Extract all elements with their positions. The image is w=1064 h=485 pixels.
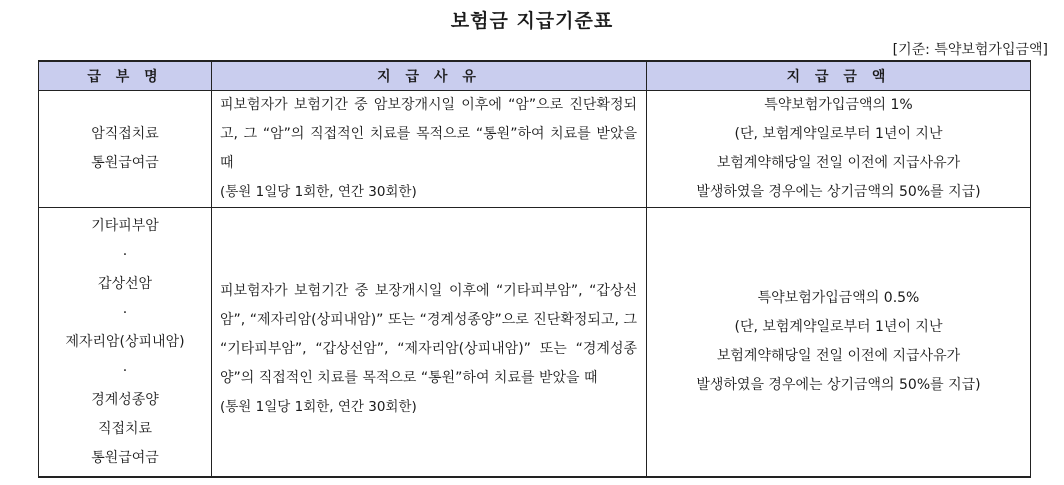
payment-amount-line: 특약보험가입금액의 0.5% (757, 290, 920, 306)
payment-reason-note: (통원 1일당 1회한, 연간 30회한) (220, 184, 417, 200)
benefit-name-cell (39, 91, 212, 208)
benefit-table (38, 60, 1031, 478)
benefit-name-line: · (122, 362, 128, 379)
payment-amount-line: (단, 보험계약일로부터 1년이 지난 (734, 126, 943, 142)
benefit-name-line: 갑상선암 (97, 275, 153, 292)
benefit-name-cell (39, 208, 212, 478)
payment-reason-note: (통원 1일당 1회한, 연간 30회한) (220, 398, 417, 415)
payment-reason-text: 피보험자가 보험기간 중 암보장개시일 이후에 “암”으로 진단확정되고, 그 “암”의 직접적인 치료를 목적으로 “통원”하여 치료를 받았을 때 (220, 97, 637, 171)
payment-amount-line: 보험계약해당일 전일 이전에 지급사유가 (716, 348, 961, 364)
benefit-name-line: 통원급여금 (91, 449, 159, 466)
header-benefit-name: 급 부 명 (39, 61, 212, 91)
payment-amount-line: 특약보험가입금액의 1% (764, 97, 913, 113)
basis-note: [기준: 특약보험가입금액] (892, 42, 1048, 58)
benefit-name-line: · (122, 304, 128, 321)
payment-reason-cell (212, 91, 647, 208)
benefit-name-line: 경계성종양 (91, 391, 159, 408)
page-title: 보험금 지급기준표 (450, 10, 614, 32)
benefit-name-line: 기타피부암 (91, 217, 159, 234)
payment-amount-cell (647, 91, 1031, 208)
table-row (39, 91, 1031, 208)
payment-amount-line: (단, 보험계약일로부터 1년이 지난 (734, 319, 943, 335)
benefit-name-line: 암직접치료 (91, 126, 159, 142)
benefit-name-line: · (122, 246, 128, 263)
benefit-name-line: 직접치료 (97, 420, 153, 437)
header-payment-reason: 지 급 사 유 (212, 61, 647, 91)
payment-amount-line: 발생하였을 경우에는 상기금액의 50%를 지급) (696, 377, 981, 393)
benefit-name-line: 제자리암(상피내암) (65, 333, 185, 350)
payment-amount-line: 발생하였을 경우에는 상기금액의 50%를 지급) (696, 184, 981, 200)
payment-amount-cell (647, 208, 1031, 478)
payment-amount-line: 보험계약해당일 전일 이전에 지급사유가 (716, 155, 961, 171)
table-row (39, 208, 1031, 478)
payment-reason-text: 피보험자가 보험기간 중 보장개시일 이후에 “기타피부암”, “갑상선암”, “제자리암(상피내암)” 또는 “경계성종양”으로 진단확정되고, 그 “기타피부암”, “갑상선암”, “제자리암(상피내암)” 또는 “경계성종양”의 직접적인 치료를 목적으로 “통원”하여 치료를 받았을 때 (220, 282, 637, 386)
payment-reason-cell (212, 208, 647, 478)
header-payment-amount: 지 급 금 액 (647, 61, 1031, 91)
table-header-row (39, 61, 1031, 91)
benefit-name-line: 통원급여금 (91, 155, 159, 171)
